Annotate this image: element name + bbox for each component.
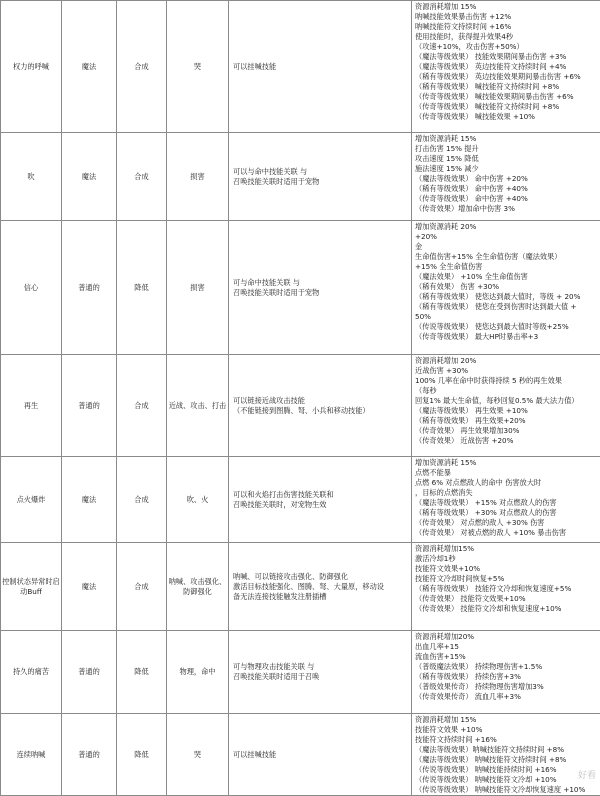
effect-line: 资源消耗增加 20% xyxy=(415,356,598,366)
effect-line: ，目标的点燃消失 xyxy=(415,488,598,498)
tag-cell: 近战、攻击、打击 xyxy=(167,355,229,457)
effect-line: 资源消耗增加 15% xyxy=(415,715,598,725)
effects-cell xyxy=(412,133,600,221)
description-line: 可以链接近战攻击技能 xyxy=(233,396,411,406)
description-line: 激活目标技能强化、图腾、弩、大量原，移动设 xyxy=(233,582,411,592)
effect-line: （攻速+10%，攻击伤害+50%） xyxy=(415,42,598,52)
effect-line: （传说等级效果） 呐喊技能持续时间 +16% xyxy=(415,765,598,775)
effect-line: 技能符文效果+10% xyxy=(415,564,598,574)
effect-line: （普级魔法效果） 持续物理伤害+1.5% xyxy=(415,662,598,672)
description-cell xyxy=(229,133,412,221)
effect-line: 技能符文冷却时间恢复+5% xyxy=(415,574,598,584)
description-cell xyxy=(229,631,412,714)
effect-line: （传奇效果） 近战伤害 +20% xyxy=(415,436,598,446)
effect-line: （稀有等级效果） +30% 对点燃敌人的伤害 xyxy=(415,508,598,518)
effect-line: 资源消耗增加 15% xyxy=(415,2,598,12)
description-line: 呐喊、可以链接攻击强化、防御强化 xyxy=(233,572,411,582)
effect-line: 50% xyxy=(415,312,598,322)
rarity-cell: 魔法 xyxy=(62,543,117,631)
effect-line: （魔法等级效果） 呐喊技能符文持续时间 +8% xyxy=(415,755,598,765)
rarity-cell: 魔法 xyxy=(62,457,117,543)
effect-line: 点燃 6% 对点燃敌人的命中 伤害放大时 xyxy=(415,478,598,488)
effect-line: 打击伤害 15% 提升 xyxy=(415,144,598,154)
description-line: （不能链接到图腾、弩、小兵和移动技能） xyxy=(233,406,411,416)
type-cell: 合成 xyxy=(117,355,167,457)
type-cell: 合成 xyxy=(117,133,167,221)
table-row xyxy=(1,133,600,221)
effect-line: 技能符文持续时间 +16% xyxy=(415,735,598,745)
effect-line: （魔法等级效果） +15% 对点燃敌人的伤害 xyxy=(415,498,598,508)
description-cell xyxy=(229,1,412,133)
type-cell: 降低 xyxy=(117,631,167,714)
description-line: 召唤技能关联时，对宠物生效 xyxy=(233,500,411,510)
type-cell: 合成 xyxy=(117,1,167,133)
effect-line: （传奇效果传奇） 流血几率+3% xyxy=(415,692,598,702)
effect-line: （魔法等级效果） 命中伤害 +20% xyxy=(415,174,598,184)
description-line: 可以与命中技能关联 与 xyxy=(233,167,411,177)
effect-line: （传奇效果） 再生效果增加30% xyxy=(415,426,598,436)
skill-name-cell: 点火爆炸 xyxy=(1,457,62,543)
effect-line: （稀有等级效果） 命中伤害 +40% xyxy=(415,184,598,194)
description-line: 召唤技能关联时适用于召唤 xyxy=(233,672,411,682)
effects-cell xyxy=(412,1,600,133)
rarity-cell: 魔法 xyxy=(62,133,117,221)
effect-line: （传奇效果） 技能符文冷却和恢复速度+10% xyxy=(415,604,598,614)
effect-line: （传奇等级效果） 喊技能符文持续时间 +8% xyxy=(415,102,598,112)
tag-cell: 物理，命中 xyxy=(167,631,229,714)
type-cell: 降低 xyxy=(117,714,167,796)
description-cell xyxy=(229,457,412,543)
effect-line: 增加资源消耗 20% xyxy=(415,222,598,232)
effect-line: 技能符文效果 +10% xyxy=(415,725,598,735)
effect-line: （魔法效果） +10% 全生命值伤害 xyxy=(415,272,598,282)
tag-cell: 哭 xyxy=(167,714,229,796)
effects-cell xyxy=(412,714,600,796)
effects-cell xyxy=(412,543,600,631)
effect-line: 呐喊技能符文持续时间 +16% xyxy=(415,22,598,32)
effects-cell xyxy=(412,221,600,355)
effect-line: （传奇效果） 对被点燃的敌人 +10% 暴击伤害 xyxy=(415,528,598,538)
skill-name-cell: 吹 xyxy=(1,133,62,221)
effect-line: 金 xyxy=(415,242,598,252)
description-cell xyxy=(229,543,412,631)
effect-line: 使用技能时，获得提升效果4秒 xyxy=(415,32,598,42)
effect-line: （传奇等级效果） 命中伤害 +40% xyxy=(415,194,598,204)
effects-cell xyxy=(412,457,600,543)
table-row xyxy=(1,457,600,543)
tag-cell: 吹、火 xyxy=(167,457,229,543)
effect-line: 呐喊技能效果暴击伤害 +12% xyxy=(415,12,598,22)
description-line: 可与命中技能关联 与 xyxy=(233,278,411,288)
effect-line: （普级效果传奇） 持续物理伤害增加3% xyxy=(415,682,598,692)
effect-line: （稀有等级效果） 再生效果+20% xyxy=(415,416,598,426)
effect-line: （稀有等级效果） 使您在受到伤害时达到最大值 + xyxy=(415,302,598,312)
type-cell: 降低 xyxy=(117,221,167,355)
effect-line: （魔法等级效果）呐喊技能符文持续时间 +8% xyxy=(415,745,598,755)
effect-line: 生命值伤害+15% 全生命值伤害（魔法效果） xyxy=(415,252,598,262)
table-body xyxy=(1,1,600,796)
skill-name-cell: 再生 xyxy=(1,355,62,457)
effect-line: 增加资源消耗 15% xyxy=(415,458,598,468)
effect-line: 攻击速度 15% 降低 xyxy=(415,154,598,164)
effect-line: +20% xyxy=(415,232,598,242)
effect-line: （传说等级效果） 呐喊技能符文冷却恢复速度 +10% xyxy=(415,785,598,795)
table-row xyxy=(1,543,600,631)
description-line: 可以挂喊技能 xyxy=(233,62,411,72)
effect-line: 点燃不能暴 xyxy=(415,468,598,478)
effect-line: （传奇效果） 对点燃的敌人 +30% 伤害 xyxy=(415,518,598,528)
effect-line: （每秒 xyxy=(415,386,598,396)
effect-line: （魔法等级效果） 英边技能符文持续时间 +4% xyxy=(415,62,598,72)
effect-line: （传奇效果）增加命中伤害 3% xyxy=(415,204,598,214)
effect-line: 流血伤害+15% xyxy=(415,652,598,662)
effect-line: （传奇等级效果） 喊技能效果期间暴击伤害 +6% xyxy=(415,92,598,102)
skill-name-cell: 控制状态异常时启动Buff xyxy=(1,543,62,631)
description-cell xyxy=(229,355,412,457)
effect-line: （稀有等级效果） 喊技能符文持续时间 +8% xyxy=(415,82,598,92)
effect-line: +15% 全生命值伤害 xyxy=(415,262,598,272)
description-cell xyxy=(229,221,412,355)
effect-line: （传奇等级效果） 喊技能效果 +10% xyxy=(415,112,598,122)
effect-line: 近战伤害 +30% xyxy=(415,366,598,376)
effect-line: （传奇等级效果） 最大HP时暴击率+3 xyxy=(415,332,598,342)
effects-cell xyxy=(412,355,600,457)
tag-cell: 损害 xyxy=(167,221,229,355)
description-line: 可与物理攻击技能关联 与 xyxy=(233,662,411,672)
table-row xyxy=(1,355,600,457)
table-row xyxy=(1,1,600,133)
effect-line: （稀有等级效果） 持续伤害+3% xyxy=(415,672,598,682)
effects-cell xyxy=(412,631,600,714)
watermark: 好看 xyxy=(578,768,596,781)
effect-line: （传说等级效果） 呐喊技能符文冷却 +10% xyxy=(415,775,598,785)
type-cell: 合成 xyxy=(117,543,167,631)
description-cell xyxy=(229,714,412,796)
effect-line: （稀有等级效果） 技能符文冷却和恢复速度+5% xyxy=(415,584,598,594)
effect-line: （魔法等级效果） 技能效果期间暴击伤害 +3% xyxy=(415,52,598,62)
description-line: 可以挂喊技能 xyxy=(233,750,411,760)
tag-cell: 哭 xyxy=(167,1,229,133)
effect-line: 增加资源消耗 15% xyxy=(415,134,598,144)
effect-line: 出血几率+15 xyxy=(415,642,598,652)
effect-line: 回复1% 最大生命值，每秒回复0.5% 最大法力值） xyxy=(415,396,598,406)
description-line: 可以和火焰打击伤害技能关联和 xyxy=(233,490,411,500)
table-row xyxy=(1,714,600,796)
rarity-cell: 普通的 xyxy=(62,631,117,714)
table-row xyxy=(1,221,600,355)
effect-line: 资源消耗增加15% xyxy=(415,544,598,554)
effect-line: （传说等级效果） 使您达到最大值时等级+25% xyxy=(415,322,598,332)
effect-line: 100% 几率在命中时获得持续 5 秒的再生效果 xyxy=(415,376,598,386)
effect-line: （稀有等级效果） 英边技能效果期间暴击伤害 +6% xyxy=(415,72,598,82)
skill-name-cell: 权力的呼喊 xyxy=(1,1,62,133)
effect-line: 施法速度 15% 减少 xyxy=(415,164,598,174)
tag-cell: 损害 xyxy=(167,133,229,221)
description-line: 召唤技能关联时适用于宠物 xyxy=(233,177,411,187)
rarity-cell: 普通的 xyxy=(62,355,117,457)
effect-line: （传奇效果） 技能符文效果+10% xyxy=(415,594,598,604)
effect-line: 资源消耗增加20% xyxy=(415,632,598,642)
effect-line: （稀有效果） 伤害 +30% xyxy=(415,282,598,292)
effect-line: （魔法等级效果） 再生效果 +10% xyxy=(415,406,598,416)
description-line: 召唤技能关联时适用于宠物 xyxy=(233,288,411,298)
effect-line: 激活冷却1秒 xyxy=(415,554,598,564)
rarity-cell: 普通的 xyxy=(62,714,117,796)
table-row xyxy=(1,631,600,714)
effect-line: （稀有等级效果） 使您达到最大值时，等级 + 20% xyxy=(415,292,598,302)
type-cell: 合成 xyxy=(117,457,167,543)
tag-cell: 呐喊、攻击强化、防御强化 xyxy=(167,543,229,631)
skill-name-cell: 持久的痛苦 xyxy=(1,631,62,714)
skill-name-cell: 连续呐喊 xyxy=(1,714,62,796)
description-line: 备无法连接技能触发注册插槽 xyxy=(233,592,411,602)
skill-name-cell: 信心 xyxy=(1,221,62,355)
rarity-cell: 魔法 xyxy=(62,1,117,133)
rarity-cell: 普通的 xyxy=(62,221,117,355)
